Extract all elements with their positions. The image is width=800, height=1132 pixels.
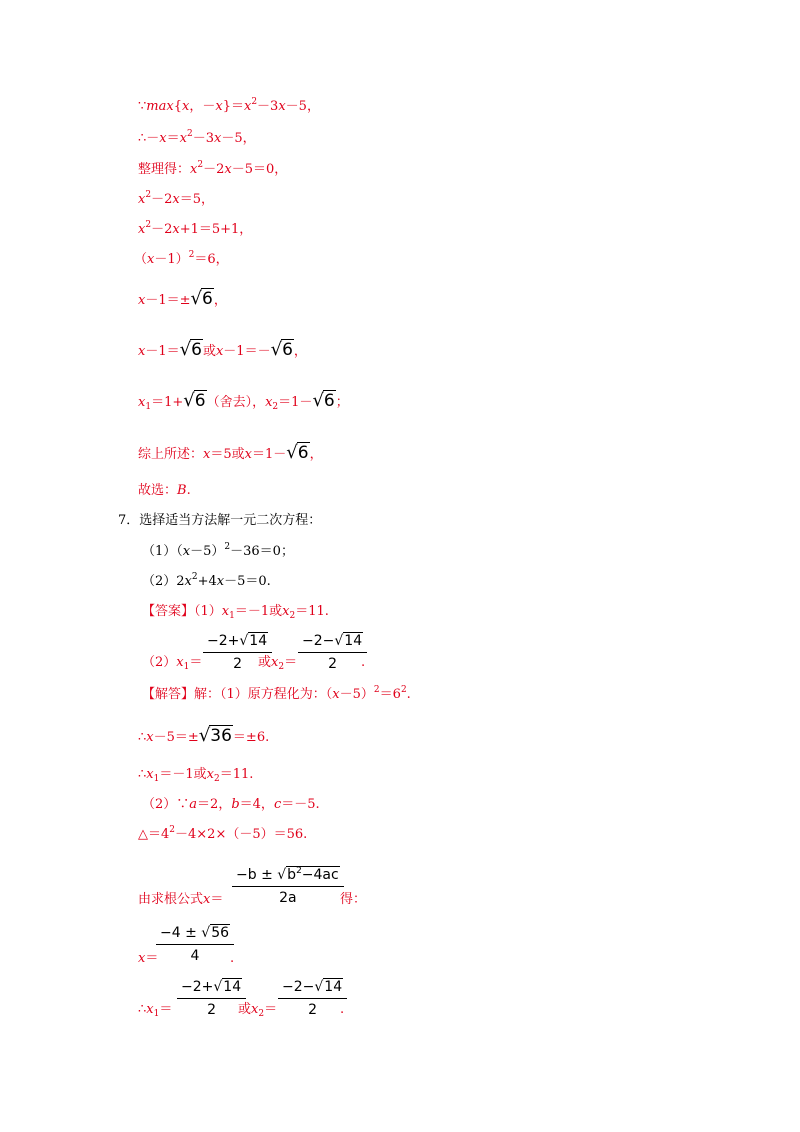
- question-7-part-2: $(2)2x^2+4x-5=0$.: [142, 572, 271, 589]
- sqrt-6: √6: [179, 339, 202, 360]
- answer-line-2-text: $(2)x_1=$: [142, 655, 203, 672]
- answer-fraction-1: $\frac{-2+√14}{2}$: [203, 632, 272, 673]
- sqrt-6: √6: [312, 390, 335, 411]
- quadratic-formula-fraction: $\frac{-b \pm √b^2-4ac}{2a}$: [232, 866, 344, 907]
- question-7-title: 7．选择适当方法解一元二次方程：: [118, 513, 322, 528]
- question-7-part-1: $(1)(x-5)^2-36=0$；: [142, 542, 294, 559]
- solution-line-6-text: 由求根公式x＝: [138, 892, 224, 907]
- sqrt-6: √6: [190, 288, 213, 309]
- answer-line-1: 【答案】$(1)x_1=-1$或$x_2=11$.: [142, 604, 329, 621]
- fraction-56: $\frac{-4 \pm √56}{4}$: [156, 924, 234, 965]
- eq-therefore-line: $\therefore-x=x^2-3x-5$，: [138, 129, 256, 146]
- choice-line: 故选：B.: [138, 483, 191, 498]
- sqrt-6: √6: [286, 442, 309, 463]
- solution-line-4: （2）∵a＝2，b＝4，c＝－5.: [142, 797, 320, 812]
- eq-max-condition: ∵max{x，$-x\}=x^2-3x-5$，: [138, 97, 320, 114]
- answer-fraction-2: $\frac{-2-√14}{2}$: [298, 632, 367, 673]
- answer-line-2-or: 或$x_2=$: [258, 655, 298, 672]
- eq-simplify-line: 整理得：$x^2-2x-5=0$，: [138, 160, 288, 177]
- eq-line-6: $(x-1)^2=6$，: [134, 250, 229, 267]
- solution-line-3: $\therefore x_1=-1$或$x_2=11$.: [138, 767, 254, 784]
- solution-line-7-text: x＝: [138, 951, 159, 966]
- solution-line-2: ∴x－5＝±√36＝±6.: [138, 725, 270, 746]
- solution-line-8-text: $\therefore x_1=$: [138, 1002, 173, 1019]
- eq-line-5: $x^2-2x+1=5+1$，: [138, 220, 253, 237]
- solution-line-6-end: 得：: [340, 892, 367, 907]
- final-fraction-2: $\frac{-2-√14}{2}$: [278, 978, 347, 1019]
- solution-line-7-end: .: [230, 951, 235, 966]
- solution-line-5: $\triangle=4^2-4\times 2\times(-5)=56$.: [138, 825, 308, 842]
- eq-line-9: $x_1=1+√6$（舍去），$x_2=1-√6$；: [138, 390, 349, 412]
- sqrt-36: √36: [198, 725, 232, 746]
- eq-line-8: x－1＝√6或x－1＝－√6，: [138, 339, 307, 360]
- eq-line-4: $x^2-2x=5$，: [138, 190, 214, 207]
- final-fraction-1: $\frac{-2+√14}{2}$: [177, 978, 246, 1019]
- solution-line-8-end: .: [340, 1002, 345, 1017]
- eq-conclusion: 综上所述：x＝5或x＝1－√6，: [138, 442, 323, 463]
- eq-line-7: x－1＝±√6，: [138, 288, 227, 309]
- answer-line-2-end: .: [361, 655, 366, 670]
- solution-tag: 【解答】: [142, 687, 195, 702]
- solution-line-8-or: 或$x_2=$: [238, 1002, 278, 1019]
- answer-tag: 【答案】: [142, 604, 195, 619]
- solution-line-1: 【解答】解：（1）原方程化为：$(x-5)^2=6^2$.: [142, 685, 411, 702]
- sqrt-6: √6: [270, 339, 293, 360]
- sqrt-6: √6: [183, 390, 206, 411]
